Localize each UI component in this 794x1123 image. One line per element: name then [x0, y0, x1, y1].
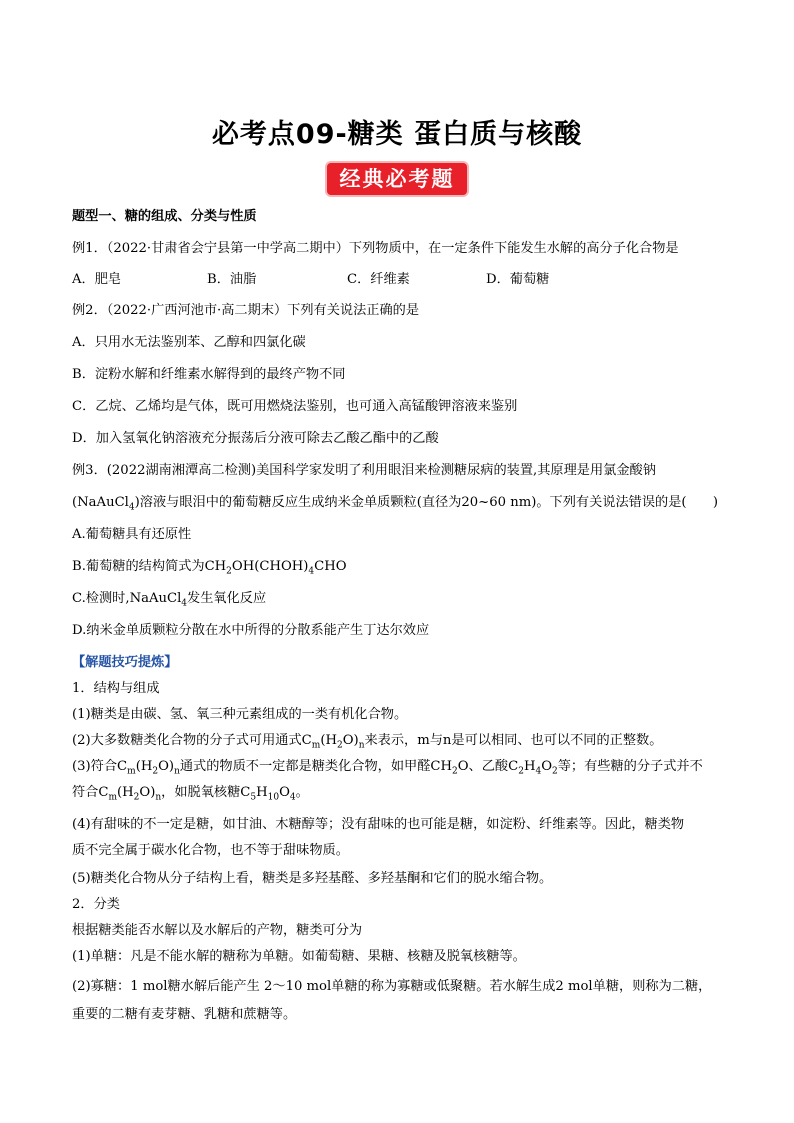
example-2-stem: 例2．（2022·广西河池市·高二期末）下列有关说法正确的是 [72, 303, 420, 318]
example-2-option-d: D．加入氢氧化钠溶液充分振荡后分液可除去乙酸乙酯中的乙酸 [72, 431, 439, 446]
example-1-option-b: B．油脂 [207, 272, 257, 287]
tips-classification-intro: 根据糖类能否水解以及水解后的产物，糖类可分为 [72, 923, 363, 938]
tips-point-2: (2)大多数糖类化合物的分子式可用通式$C_m(H_2O)_n$来表示，m与n是可以相同、也可以不同的正整数。 [72, 733, 663, 751]
example-1-stem: 例1．（2022·甘肃省会宁县第一中学高二期中）下列物质中，在一定条件下能发生水解的高分子化合物是 [72, 241, 679, 256]
example-3-stem-line-2: (NaAuCl$_4$)溶液与眼泪中的葡萄糖反应生成纳米金单质颗粒(直径为20~60 nm)。下列有关说法错误的是( ) [72, 495, 719, 513]
example-1-option-d: D．葡萄糖 [486, 272, 550, 287]
tips-monosaccharide: (1)单糖：凡是不能水解的糖称为单糖。如葡萄糖、果糖、核糖及脱氧核糖等。 [72, 949, 526, 964]
example-2-option-c: C．乙烷、乙烯均是气体，既可用燃烧法鉴别，也可通入高锰酸钾溶液来鉴别 [72, 399, 518, 414]
example-1-option-a: A．肥皂 [72, 272, 122, 287]
example-3-option-d: D.纳米金单质颗粒分散在水中所得的分散系能产生丁达尔效应 [72, 623, 430, 638]
example-2-option-b: B．淀粉水解和纤维素水解得到的最终产物不同 [72, 367, 346, 382]
tips-oligosaccharide-line-1: (2)寡糖：1 mol糖水解后能产生 2～10 mol单糖的称为寡糖或低聚糖。若水解生成2 mol单糖，则称为二糖， [72, 979, 712, 994]
classic-exam-badge: 经典必考题 [327, 163, 467, 195]
tips-point-1: (1)糖类是由碳、氢、氧三种元素组成的一类有机化合物。 [72, 707, 408, 722]
page-title: 必考点09-糖类 蛋白质与核酸 [211, 119, 583, 150]
tips-subheading-classification: 2．分类 [72, 897, 120, 912]
tips-point-3-line-2: 符合$C_m(H_2O)_n$，如脱氧核糖$C_5H_{10}O_4$。 [72, 785, 309, 803]
tips-subheading-structure: 1．结构与组成 [72, 681, 160, 696]
example-3-stem-line-1: 例3．(2022湖南湘潭高二检测)美国科学家发明了利用眼泪来检测糖尿病的装置,其原理是用氯金酸钠 [72, 463, 656, 478]
tips-oligosaccharide-line-2: 重要的二糖有麦芽糖、乳糖和蔗糖等。 [72, 1007, 297, 1022]
tips-point-3-line-1: (3)符合$C_m(H_2O)_n$通式的物质不一定都是糖类化合物，如甲醛$CH_2O$、乙酸$C_2H_4O_2$等；有些糖的分子式并不 [72, 759, 703, 777]
example-3-option-c: C.检测时,NaAuCl$_4$发生氧化反应 [72, 591, 267, 609]
tips-point-4-line-2: 质不完全属于碳水化合物，也不等于甜味物质。 [72, 843, 349, 858]
example-2-option-a: A．只用水无法鉴别苯、乙醇和四氯化碳 [72, 335, 306, 350]
tips-point-4-line-1: (4)有甜味的不一定是糖，如甘油、木糖醇等；没有甜味的也可能是糖，如淀粉、纤维素等。因此，糖类物 [72, 817, 685, 832]
example-1-option-c: C．纤维素 [347, 272, 410, 287]
tips-heading: 【解题技巧提炼】 [72, 655, 178, 670]
tips-point-5: (5)糖类化合物从分子结构上看，糖类是多羟基醛、多羟基酮和它们的脱水缩合物。 [72, 871, 553, 886]
example-3-option-a: A.葡萄糖具有还原性 [72, 527, 192, 542]
example-3-option-b: B.葡萄糖的结构简式为$CH_2OH(CHOH)_4CHO$ [72, 559, 347, 577]
section-heading-1: 题型一、糖的组成、分类与性质 [72, 209, 257, 224]
